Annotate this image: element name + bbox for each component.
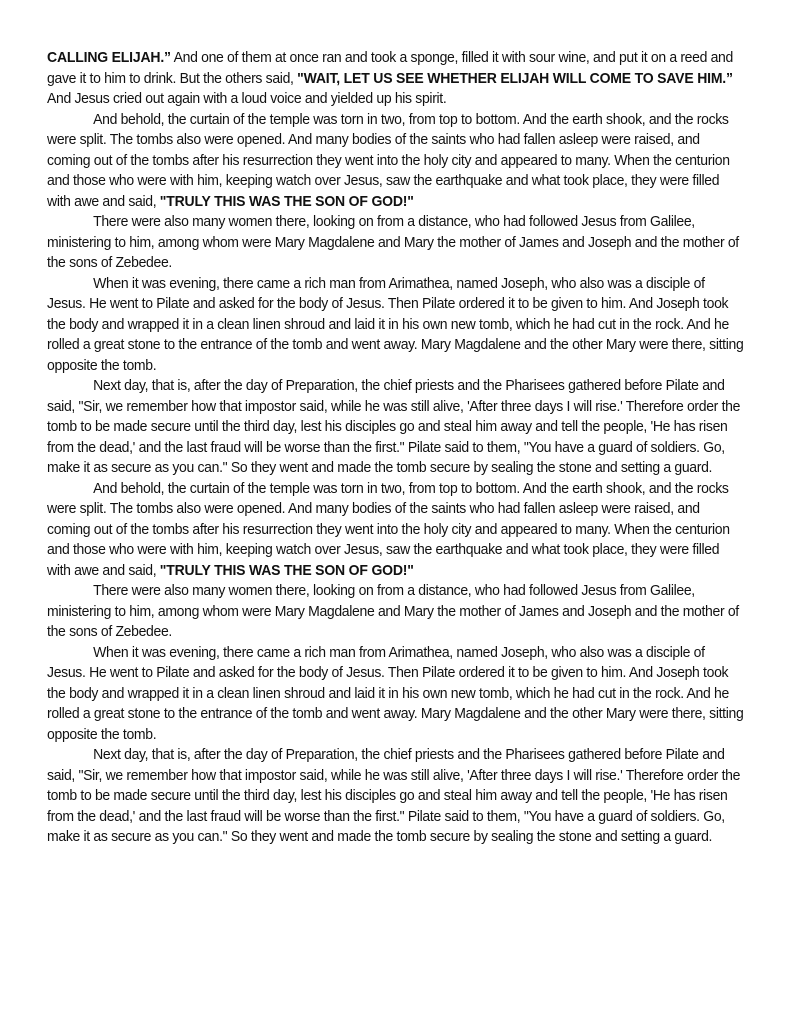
narrative-text: And Jesus cried out again with a loud voice and yielded up his spirit. — [47, 91, 447, 107]
paragraph — [47, 643, 746, 746]
narrative-text: Next day, that is, after the day of Preparation, the chief priests and the Pharisees gathered before Pilate and said, "Sir, we remember how that impostor said, while he was still alive, 'After three days I will rise.' Therefore order the tomb to be made secure until the third day, lest his disciples go and steal him away and tell the people, 'He has risen from the dead,' and the last fraud will be worse than the first." Pilate said to them, "You have a guard of soldiers. Go, make it as secure as you can." So they went and made the tomb secure by sealing the stone and setting a guard. — [47, 747, 741, 845]
narrative-text: There were also many women there, looking on from a distance, who had followed Jesus from Galilee, ministering to him, among whom were Mary Magdalene and Mary the mother of James and Joseph and the mother of the sons of Zebedee. — [47, 583, 739, 640]
narrative-text: When it was evening, there came a rich man from Arimathea, named Joseph, who also was a disciple of Jesus. He went to Pilate and asked for the body of Jesus. Then Pilate ordered it to be given to him. And Joseph took the body and wrapped it in a clean linen shroud and laid it in his own new tomb, which he had cut in the rock. And he rolled a great stone to the entrance of the tomb and went away. Mary Magdalene and the other Mary were there, sitting opposite the tomb. — [47, 275, 744, 374]
quoted-speech: "TRULY THIS WAS THE SON OF GOD!" — [159, 562, 414, 579]
quoted-speech: CALLING ELIJAH.” — [47, 50, 171, 66]
paragraph — [47, 479, 746, 582]
paragraph — [47, 581, 746, 643]
paragraph — [47, 48, 746, 110]
paragraph — [47, 212, 746, 274]
quoted-speech: "WAIT, LET US SEE WHETHER ELIJAH WILL COME TO SAVE HIM.” — [297, 70, 733, 87]
paragraph — [47, 110, 746, 213]
quoted-speech: "TRULY THIS WAS THE SON OF GOD!" — [159, 193, 414, 210]
narrative-text: There were also many women there, looking on from a distance, who had followed Jesus from Galilee, ministering to him, among whom were Mary Magdalene and Mary the mother of James and Joseph and the mother of the sons of Zebedee. — [47, 214, 739, 271]
paragraph — [47, 376, 746, 479]
narrative-text: And one of them at once ran and took a sponge, filled it with sour wine, and put it on a reed and gave it to him to drink. But the others said, — [47, 50, 733, 87]
narrative-text: And behold, the curtain of the temple was torn in two, from top to bottom. And the earth shook, and the rocks were split. The tombs also were opened. And many bodies of the saints who had fallen asleep were raised, and coming out of the tombs after his resurrection they went into the holy city and appeared to many. When the centurion and those who were with him, keeping watch over Jesus, saw the earthquake and what took place, they were filled with awe and said, — [47, 111, 730, 210]
narrative-text: And behold, the curtain of the temple was torn in two, from top to bottom. And the earth shook, and the rocks were split. The tombs also were opened. And many bodies of the saints who had fallen asleep were raised, and coming out of the tombs after his resurrection they went into the holy city and appeared to many. When the centurion and those who were with him, keeping watch over Jesus, saw the earthquake and what took place, they were filled with awe and said, — [47, 480, 730, 579]
narrative-text: Next day, that is, after the day of Preparation, the chief priests and the Pharisees gathered before Pilate and said, "Sir, we remember how that impostor said, while he was still alive, 'After three days I will rise.' Therefore order the tomb to be made secure until the third day, lest his disciples go and steal him away and tell the people, 'He has risen from the dead,' and the last fraud will be worse than the first." Pilate said to them, "You have a guard of soldiers. Go, make it as secure as you can." So they went and made the tomb secure by sealing the stone and setting a guard. — [47, 378, 741, 476]
narrative-text: When it was evening, there came a rich man from Arimathea, named Joseph, who also was a disciple of Jesus. He went to Pilate and asked for the body of Jesus. Then Pilate ordered it to be given to him. And Joseph took the body and wrapped it in a clean linen shroud and laid it in his own new tomb, which he had cut in the rock. And he rolled a great stone to the entrance of the tomb and went away. Mary Magdalene and the other Mary were there, sitting opposite the tomb. — [47, 644, 744, 743]
paragraph — [47, 745, 746, 848]
paragraph — [47, 274, 746, 377]
